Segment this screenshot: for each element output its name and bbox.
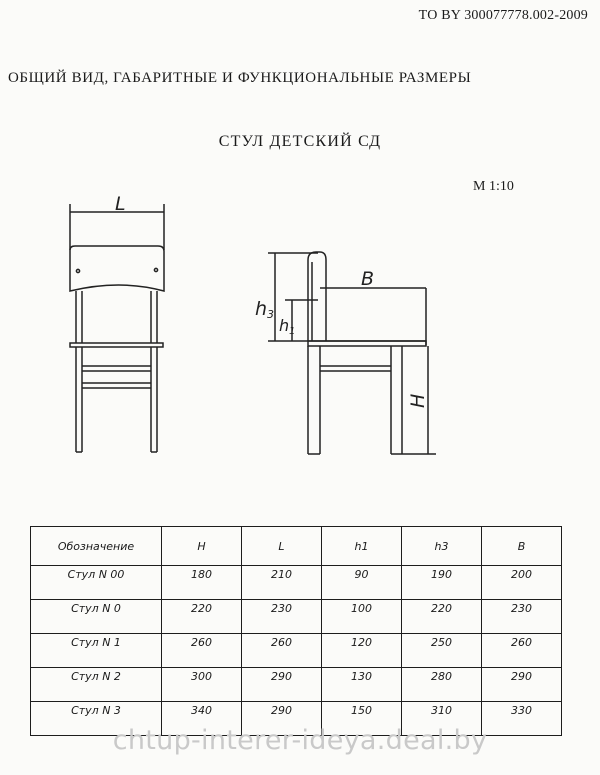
product-title: СТУЛ ДЕТСКИЙ СД (218, 133, 382, 150)
chair-seat-side (308, 341, 426, 346)
table-cell: Стул N 0 (31, 600, 162, 634)
drawing-scale: М 1:10 (473, 179, 514, 194)
table-cell: 120 (322, 634, 402, 668)
backrest-bolt (76, 269, 79, 272)
table-row (31, 566, 562, 600)
chair-seat (70, 343, 163, 347)
table-cell: 200 (482, 566, 562, 600)
table-cell: 190 (402, 566, 482, 600)
table-header: L (242, 527, 322, 566)
label-h3-subscript: 3 (267, 308, 274, 321)
label-h3: h (255, 298, 268, 320)
backrest-bolt (154, 268, 157, 271)
table-cell: 330 (482, 702, 562, 736)
label-L: L (115, 193, 126, 215)
side-view (268, 252, 436, 454)
table-cell: 230 (242, 600, 322, 634)
table-header: H (162, 527, 242, 566)
table-cell: 220 (402, 600, 482, 634)
table-cell: 340 (162, 702, 242, 736)
dimensions-table (30, 526, 562, 736)
watermark: chtup-interer-ideya.deal.by (112, 725, 488, 756)
table-cell: 210 (242, 566, 322, 600)
table-cell: 230 (482, 600, 562, 634)
table-cell: 250 (402, 634, 482, 668)
table-cell: 100 (322, 600, 402, 634)
table-header-row (31, 527, 562, 566)
table-cell: 290 (482, 668, 562, 702)
table-cell: 180 (162, 566, 242, 600)
table-row (31, 634, 562, 668)
table-cell: 310 (402, 702, 482, 736)
table-header: h3 (402, 527, 482, 566)
label-h1: h (279, 316, 290, 335)
label-H: H (407, 393, 429, 408)
table-cell: 150 (322, 702, 402, 736)
table-cell: 300 (162, 668, 242, 702)
table-row (31, 600, 562, 634)
chair-drawing (0, 190, 600, 470)
table-cell: 280 (402, 668, 482, 702)
table-cell: 260 (162, 634, 242, 668)
table-header: h1 (322, 527, 402, 566)
chair-backrest (70, 246, 164, 291)
front-view (70, 204, 164, 452)
table-cell: 290 (242, 702, 322, 736)
document-code: ТО BY 300077778.002-2009 (418, 8, 588, 23)
label-B: B (361, 268, 375, 290)
table-cell: 290 (242, 668, 322, 702)
table-cell: 260 (482, 634, 562, 668)
table-cell: 220 (162, 600, 242, 634)
table-cell: 260 (242, 634, 322, 668)
label-h1-subscript: 1 (289, 326, 296, 337)
table-cell: Стул N 1 (31, 634, 162, 668)
table-header: B (482, 527, 562, 566)
table-cell: Стул N 2 (31, 668, 162, 702)
chair-back-profile (308, 252, 326, 341)
table-cell: Стул N 00 (31, 566, 162, 600)
table-header: Обозначение (31, 527, 162, 566)
table-cell: 130 (322, 668, 402, 702)
table-cell: Стул N 3 (31, 702, 162, 736)
table-row (31, 668, 562, 702)
page-heading: ОБЩИЙ ВИД, ГАБАРИТНЫЕ И ФУНКЦИОНАЛЬНЫЕ РАЗМЕРЫ (8, 70, 472, 86)
table-cell: 90 (322, 566, 402, 600)
